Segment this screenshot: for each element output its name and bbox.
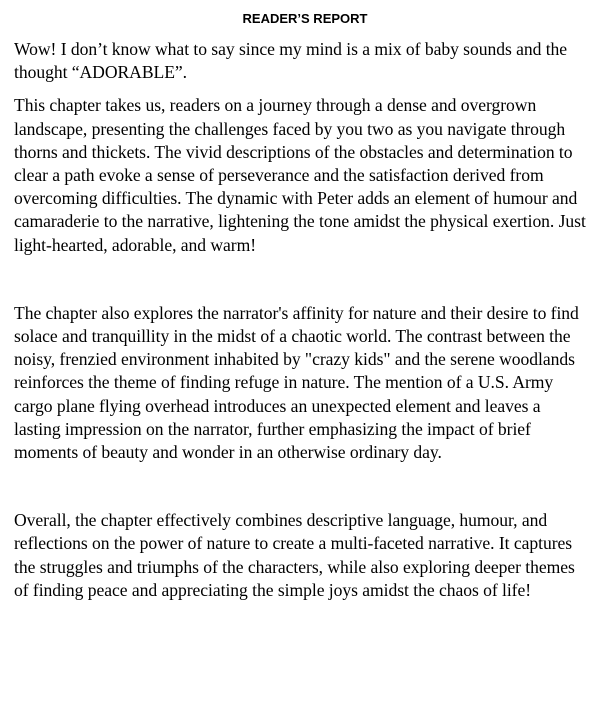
paragraph-journey: This chapter takes us, readers on a journey through a dense and overgrown landscape, presenting the challenges faced by you two as you navigate through thorns and thickets. The vivid descriptions of the obstacles and determination to clear a path evoke a sense of perseverance and the satisfaction derived from overcoming difficulties. The dynamic with Peter adds an element of humour and camaraderie to the narrative, lightening the tone amidst the physical exertion. Just light-hearted, adorable, and warm!	[14, 95, 586, 255]
paragraph-overall: Overall, the chapter effectively combines descriptive language, humour, and reflections on the power of nature to create a multi-faceted narrative. It captures the struggles and triumphs of the characters, while also exploring deeper themes of finding peace and appreciating the simple joys amidst the chaos of life!	[14, 510, 575, 600]
paragraph-intro: Wow! I don’t know what to say since my mind is a mix of baby sounds and the thought “ADORABLE”.	[14, 39, 568, 83]
paragraph-nature: The chapter also explores the narrator's affinity for nature and their desire to find solace and tranquillity in the midst of a chaotic world. The contrast between the noisy, frenzied environment inhabited by "crazy kids" and the serene woodlands reinforces the theme of finding refuge in nature. The mention of a U.S. Army cargo plane flying overhead introduces an unexpected element and leaves a lasting impression on the narrator, further emphasizing the impact of brief moments of beauty and wonder in an otherwise ordinary day.	[14, 302, 579, 463]
readers-report-document	[14, 0, 590, 602]
report-title: READER’S REPORT	[242, 11, 368, 26]
